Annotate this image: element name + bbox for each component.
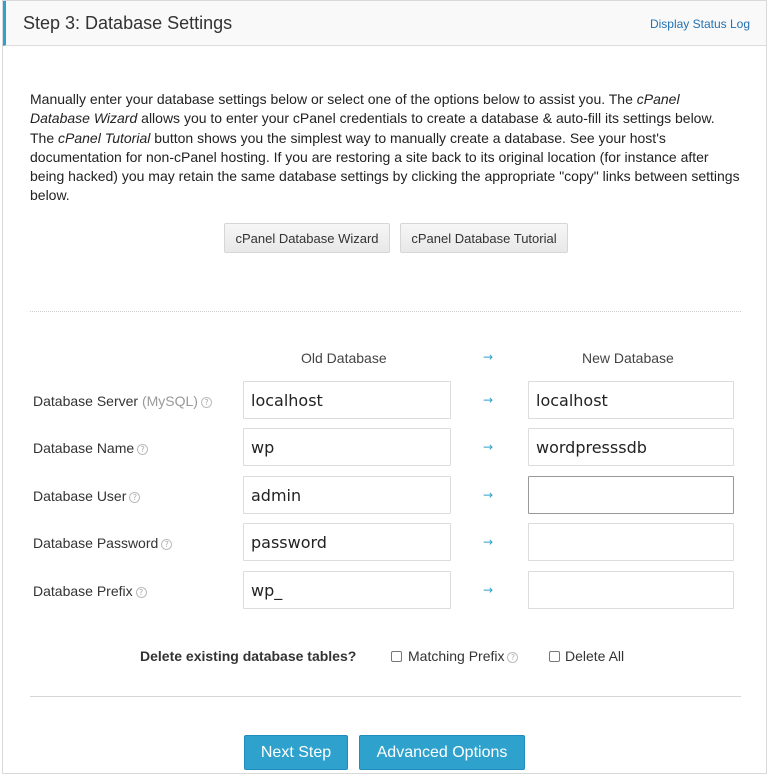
display-status-log-link[interactable]: Display Status Log: [649, 17, 750, 31]
database-server-label: Database Server (MySQL) ?: [33, 393, 212, 409]
help-icon[interactable]: ?: [201, 397, 212, 408]
cpanel-database-tutorial-button[interactable]: cPanel Database Tutorial: [400, 223, 568, 253]
copy-user-arrow-icon[interactable]: →: [483, 488, 494, 502]
old-database-heading: Old Database: [301, 350, 387, 366]
database-password-label: Database Password ?: [33, 535, 172, 551]
panel-header: [3, 1, 766, 46]
next-step-button[interactable]: Next Step: [244, 735, 348, 770]
new-database-server-input[interactable]: [528, 381, 734, 419]
help-icon[interactable]: ?: [129, 492, 140, 503]
old-database-server-input[interactable]: [243, 381, 451, 419]
old-database-password-input[interactable]: [243, 523, 451, 561]
database-name-label: Database Name ?: [33, 440, 148, 456]
database-prefix-label: Database Prefix ?: [33, 583, 147, 599]
page-title: Step 3: Database Settings: [23, 13, 233, 33]
copy-all-arrow-icon[interactable]: →: [483, 350, 494, 364]
copy-prefix-arrow-icon[interactable]: →: [483, 583, 494, 597]
database-settings-panel: [2, 0, 767, 774]
help-icon[interactable]: ?: [136, 587, 147, 598]
cpanel-database-wizard-button[interactable]: cPanel Database Wizard: [224, 223, 390, 253]
matching-prefix-label[interactable]: Matching Prefix ?: [408, 648, 518, 664]
old-database-name-input[interactable]: [243, 428, 451, 466]
delete-all-checkbox[interactable]: [549, 651, 560, 662]
advanced-options-button[interactable]: Advanced Options: [359, 735, 525, 770]
new-database-heading: New Database: [582, 350, 674, 366]
new-database-prefix-input[interactable]: [528, 571, 734, 609]
help-icon[interactable]: ?: [137, 444, 148, 455]
copy-password-arrow-icon[interactable]: →: [483, 535, 494, 549]
new-database-user-input[interactable]: [528, 476, 734, 514]
copy-server-arrow-icon[interactable]: →: [483, 393, 494, 407]
help-icon[interactable]: ?: [161, 539, 172, 550]
section-divider: [30, 311, 741, 312]
database-user-label: Database User ?: [33, 488, 140, 504]
copy-name-arrow-icon[interactable]: →: [483, 440, 494, 454]
intro-text: Manually enter your database settings below or select one of the options below to assist you. The cPanel Database Wizard allows you to enter your cPanel credentials to create a database & auto-fill its settings below. The cPanel Tutorial button shows you the simplest way to manually create a database. See your host's documentation for non-cPanel hosting. If you are restoring a site back to its original location (for instance after being hacked) you may retain the same database settings by clicking the appropriate "copy" links between settings below.: [30, 91, 740, 204]
old-database-prefix-input[interactable]: [243, 571, 451, 609]
help-icon[interactable]: ?: [507, 652, 518, 663]
new-database-password-input[interactable]: [528, 523, 734, 561]
delete-all-label[interactable]: Delete All: [565, 648, 625, 664]
footer-divider: [30, 696, 741, 697]
delete-tables-question: Delete existing database tables?: [140, 648, 357, 664]
old-database-user-input[interactable]: [243, 476, 451, 514]
matching-prefix-checkbox[interactable]: [391, 651, 402, 662]
new-database-name-input[interactable]: [528, 428, 734, 466]
